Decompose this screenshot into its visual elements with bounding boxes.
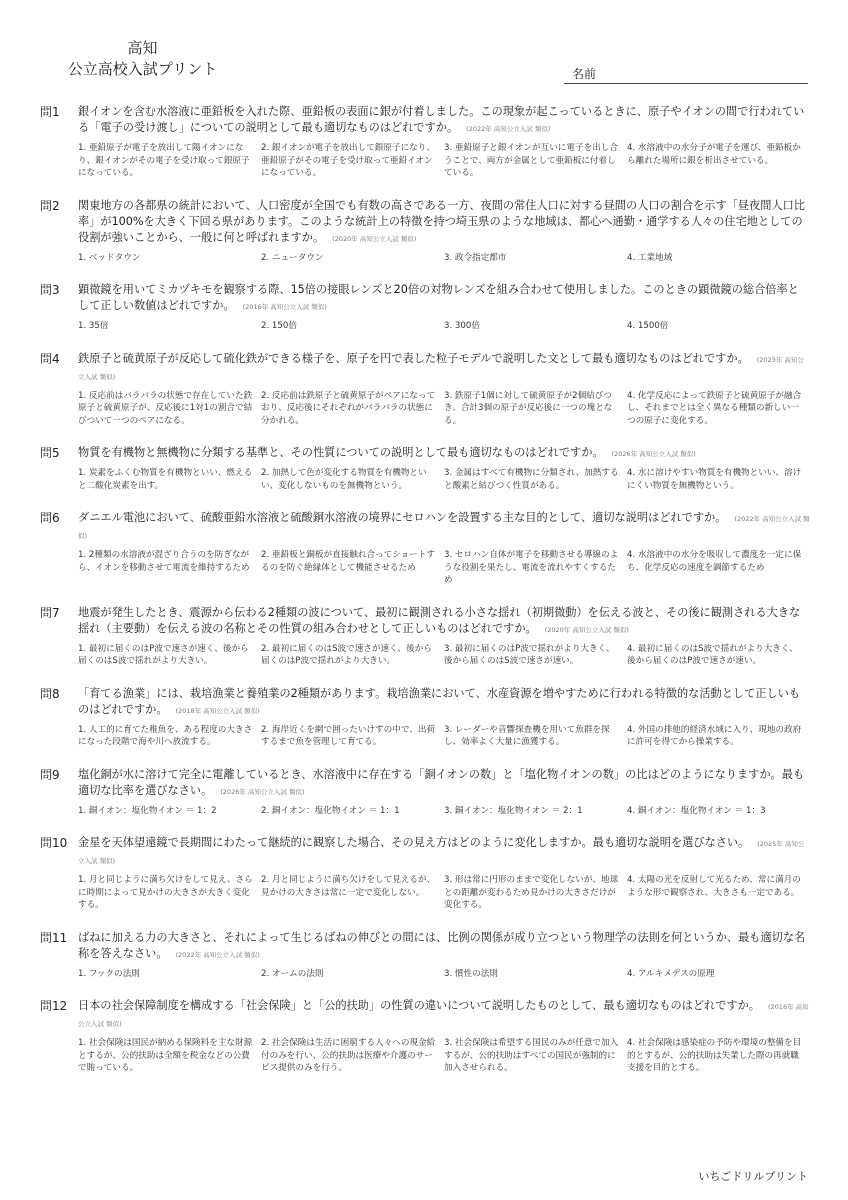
choice-list — [78, 142, 810, 180]
choice-list — [78, 549, 810, 587]
question-text — [78, 930, 810, 963]
question-statement: 銀イオンを含む水溶液に亜鉛板を入れた際、亜鉛板の表面に銀が付着しました。この現象が起こっているときに、原子やイオンの間で行われている「電子の受け渡し」についての説明として最も適切なものはどれですか。 — [78, 105, 805, 134]
question-source: (2026年 高知公立入試 類似) — [220, 787, 305, 796]
question-number: 問1 — [40, 105, 60, 119]
choice-option: 3. 亜鉛原子と銀イオンが互いに電子を出し合うことで、両方が金属として亜鉛板に付着している。 — [444, 143, 618, 178]
choice-option: 1. フックの法則 — [78, 968, 140, 979]
question-source: (2026年 高知公立入試 類似) — [611, 450, 696, 458]
choice-option: 4. 水溶液中の水分を吸収して濃度を一定に保ち、化学反応の速度を調節するため — [627, 550, 802, 573]
question-statement: ばねに加える力の大きさと、それによって生じるばねの伸びとの間には、比例の関係が成り立つという物理学の法則を何というか、最も適切な名称を答えなさい。 — [78, 930, 806, 960]
choice-option: 2. 最初に届くのはS波で速さが速く、後から届くのはP波で揺れがより大きい。 — [261, 643, 432, 666]
question-body — [78, 351, 810, 428]
choice-option: 1. ベッドタウン — [78, 252, 141, 263]
question-block — [40, 767, 810, 818]
choice-option: 1. 35倍 — [78, 321, 109, 331]
choice-option: 4. 社会保険は感染症の予防や環境の整備を目的とするが、公的扶助は失業した際の再就職支援を目的とする。 — [627, 1038, 802, 1073]
choice-option: 1. 人工的に育てた稚魚を、ある程度の大きさになった段階で海や川へ放流する。 — [78, 724, 253, 747]
page-title-region: 高知 — [127, 39, 158, 57]
choice-option: 2. 亜鉛板と銅板が直接触れ合ってショートするのを防ぐ絶縁体として機能させるため — [261, 550, 435, 573]
choice-list — [78, 724, 810, 749]
question-source: (2020年 高知公立入試 類似) — [544, 625, 629, 634]
choice-option: 1. 銅イオン：塩化物イオン ＝ 1：2 — [78, 805, 217, 816]
choice-list — [78, 643, 810, 668]
choice-option: 4. 工業地域 — [627, 252, 673, 263]
choice-option: 2. 反応前は鉄原子と硫黄原子がペアになっており、反応後にそれぞれがバラバラの状態に分かれる。 — [261, 390, 436, 426]
choice-option: 1. 2種類の水溶液が混ざり合うのを防ぎながら、イオンを移動させて電流を維持するため — [78, 550, 250, 573]
choice-option: 4. 1500倍 — [627, 321, 669, 331]
question-source: (2016年 高知公立入試 類似) — [78, 1003, 809, 1028]
question-text — [78, 198, 810, 247]
choice-list — [78, 874, 810, 912]
question-block — [40, 510, 810, 587]
question-block — [40, 351, 810, 428]
question-body — [78, 445, 810, 492]
choice-option: 2. 海岸近くを網で囲ったいけすの中で、出荷するまで魚を管理して育てる。 — [261, 724, 436, 747]
choice-option: 4. アルキメデスの原理 — [627, 968, 715, 979]
choice-option: 3. 形は常に円形のままで変化しないが、地球との距離が変わるため見かけの大きさだけが変化する。 — [444, 875, 619, 910]
question-body — [78, 605, 810, 668]
question-statement: ダニエル電池において、硫酸亜鉛水溶液と硫酸銅水溶液の境界にセロハンを設置する主な目的として、適切な説明はどれですか。 — [78, 511, 727, 524]
name-field-line[interactable] — [564, 83, 808, 84]
choice-option: 2. 銅イオン：塩化物イオン ＝ 1：1 — [261, 805, 400, 816]
question-text — [78, 686, 810, 719]
choice-option: 3. 最初に届くのはP波で揺れがより大きく、後から届くのはS波で速さが速い。 — [444, 643, 615, 666]
choice-list — [78, 320, 810, 333]
choice-option: 1. 最初に届くのはP波で速さが速く、後から届くのはS波で揺れがより大きい。 — [78, 643, 249, 666]
choice-option: 3. 銅イオン：塩化物イオン ＝ 2：1 — [444, 805, 583, 816]
choice-option: 4. 太陽の光を反射して光るため、常に満月のような形で観察され、大きさも一定である。 — [627, 875, 801, 898]
choice-option: 4. 水に溶けやすい物質を有機物といい、溶けにくい物質を無機物という。 — [627, 468, 802, 491]
question-number: 問12 — [40, 999, 68, 1013]
choice-option: 4. 水溶液中の水分子が電子を運び、亜鉛板から離れた場所に銀を析出させている。 — [627, 143, 801, 166]
choice-option: 1. 亜鉛原子が電子を放出して陽イオンになり、銀イオンがその電子を受け取って銀原子になっている。 — [78, 143, 250, 178]
choice-list — [78, 390, 810, 428]
choice-option: 3. 鉄原子1個に対して硫黄原子が2個結びつき、合計3個の原子が反応後に一つの塊となる。 — [444, 390, 613, 426]
question-number: 問7 — [40, 605, 60, 620]
question-source: (2022年 高知公立入試 類似) — [466, 125, 551, 133]
choice-list — [78, 467, 810, 492]
question-block — [40, 930, 810, 981]
choice-option: 2. 150倍 — [261, 321, 297, 331]
question-body — [78, 930, 810, 981]
choice-option: 1. 社会保険は国民が納める保険料を主な財源とするが、公的扶助は全額を税金などの公費で賄っている。 — [78, 1038, 253, 1073]
question-source: (2018年 高知公立入試 類似) — [175, 706, 260, 715]
choice-option: 2. 加熱して色が変化する物質を有機物といい、変化しないものを無機物という。 — [261, 468, 427, 491]
choice-list — [78, 805, 810, 818]
choice-option: 4. 銅イオン：塩化物イオン ＝ 1：3 — [627, 805, 766, 816]
question-number: 問11 — [40, 930, 68, 945]
page-title-main: 公立高校入試プリント — [67, 60, 218, 78]
question-text — [78, 445, 810, 462]
choice-option: 3. 社会保険は希望する国民のみが任意で加入するが、公的扶助はすべての国民が強制的に加入させられる。 — [444, 1038, 619, 1073]
question-statement: 金星を天体望遠鏡で長期間にわたって継続的に観察した場合、その見え方はどのように変化しますか。最も適切な説明を選びなさい。 — [78, 836, 750, 849]
question-statement: 「育てる漁業」には、栽培漁業と養殖業の2種類があります。栽培漁業において、水産資源を増やすために行われる特徴的な活動として正しいものはどれですか。 — [78, 686, 801, 716]
question-text — [78, 282, 810, 315]
choice-option: 4. 最初に届くのはS波で揺れがより大きく、後から届くのはP波で速さが速い。 — [627, 643, 798, 666]
question-source: (2020年 高知公立入試 類似) — [332, 234, 417, 243]
choice-option: 2. ニュータウン — [261, 252, 324, 263]
choice-option: 3. 慣性の法則 — [444, 968, 498, 979]
question-body — [78, 767, 810, 818]
question-statement: 顕微鏡を用いてミカヅキモを観察する際、15倍の接眼レンズと20倍の対物レンズを組み合わせて使用しました。このときの顕微鏡の総合倍率として正しい数値はどれですか。 — [78, 283, 799, 312]
question-block — [40, 998, 810, 1075]
question-statement: 日本の社会保障制度を構成する「社会保険」と「公的扶助」の性質の違いについて説明したものとして、最も適切なものはどれですか。 — [78, 999, 760, 1012]
question-number: 問10 — [40, 836, 68, 850]
question-text — [78, 605, 810, 638]
question-number: 問2 — [40, 198, 60, 213]
question-number: 問6 — [40, 511, 60, 525]
choice-option: 3. レーダーや音響探査機を用いて魚群を探し、効率よく大量に漁獲する。 — [444, 724, 610, 747]
question-statement: 地震が発生したとき、震源から伝わる2種類の波について、最初に観測される小さな揺れ（初期微動）を伝える波と、その後に観測される大きな揺れ（主要動）を伝える波の名称とその性質の組み合わせとして正しいものはどれですか。 — [78, 605, 801, 635]
name-label: 名前 — [572, 67, 597, 81]
choice-option: 1. 反応前はバラバラの状態で存在していた鉄原子と硫黄原子が、反応後に1対1の割合で結びついて一つのペアになる。 — [78, 390, 253, 426]
question-text — [78, 351, 810, 385]
question-statement: 鉄原子と硫黄原子が反応して硫化鉄ができる様子を、原子を円で表した粒子モデルで説明した文として最も適切なものはどれですか。 — [78, 351, 749, 365]
question-statement: 物質を有機物と無機物に分類する基準と、その性質についての説明として最も適切なものはどれですか。 — [78, 446, 604, 459]
choice-option: 2. 社会保険は生活に困窮する人々への現金給付のみを行い、公的扶助は医療や介護のサービス提供のみを行う。 — [261, 1038, 436, 1073]
question-number: 問5 — [40, 446, 60, 460]
question-number: 問9 — [40, 767, 60, 782]
question-block — [40, 835, 810, 912]
choice-option: 1. 月と同じように満ち欠けをして見え、さらに時期によって見かけの大きさが大きく変化する。 — [78, 875, 253, 910]
question-text — [78, 510, 810, 544]
question-number: 問8 — [40, 686, 60, 701]
question-statement: 塩化銅が水に溶けて完全に電離しているとき、水溶液中に存在する「銅イオンの数」と「塩化物イオンの数」の比はどのようになりますか。最も適切な比率を選びなさい。 — [78, 767, 805, 797]
question-text — [78, 104, 810, 137]
choice-option: 2. 月と同じように満ち欠けをして見えるが、見かけの大きさは常に一定で変化しない。 — [261, 875, 436, 898]
choice-option: 4. 外国の排他的経済水域に入り、現地の政府に許可を得てから操業する。 — [627, 724, 802, 747]
question-text — [78, 835, 810, 869]
choice-list — [78, 968, 810, 981]
question-body — [78, 998, 810, 1075]
choice-option: 3. 政令指定都市 — [444, 252, 507, 263]
choice-list — [78, 252, 810, 265]
question-body — [78, 835, 810, 912]
question-block — [40, 104, 810, 180]
choice-option: 3. 金属はすべて有機物に分類され、加熱すると酸素と結びつく性質がある。 — [444, 468, 619, 491]
question-body — [78, 104, 810, 180]
question-block — [40, 198, 810, 265]
choice-list — [78, 1037, 810, 1075]
question-body — [78, 510, 810, 587]
question-source: (2016年 高知公立入試 類似) — [242, 303, 327, 311]
question-source: (2022年 高知公立入試 類似) — [175, 950, 260, 959]
question-statement: 関東地方の各都県の統計において、人口密度が全国でも有数の高さである一方、夜間の常住人口に対する昼間の人口の割合を示す「昼夜間人口比率」が100%を大きく下回る県があります。このような統計上の特徴を持つ埼玉県のような地域は、都心へ通勤・通学する人々の住宅地としての役割が強いことから、一般に何と呼ばれますか。 — [78, 198, 805, 244]
question-list — [40, 104, 810, 1093]
footer-brand: いちごドリルプリント — [698, 1170, 808, 1183]
page-title — [60, 38, 225, 80]
question-body — [78, 198, 810, 265]
question-number: 問4 — [40, 351, 60, 366]
question-text — [78, 767, 810, 800]
question-block — [40, 282, 810, 333]
question-body — [78, 282, 810, 333]
choice-option: 2. オームの法則 — [261, 968, 324, 979]
question-text — [78, 998, 810, 1032]
choice-option: 3. セロハン自体が電子を移動させる導線のような役割を果たし、電流を流れやすくするため — [444, 550, 619, 585]
question-source: (2025年 高知公立入試 類似) — [78, 840, 805, 865]
question-source: (2023年 高知公立入試 類似) — [78, 355, 804, 381]
choice-option: 2. 銀イオンが電子を放出して銀原子になり、亜鉛原子がその電子を受け取って亜鉛イオンになっている。 — [261, 143, 435, 178]
question-block — [40, 445, 810, 492]
choice-option: 4. 化学反応によって鉄原子と硫黄原子が融合し、それまでとは全く異なる種類の新しい一つの原子に変化する。 — [627, 390, 802, 426]
choice-option: 3. 300倍 — [444, 321, 480, 331]
question-block — [40, 686, 810, 749]
question-source: (2022年 高知公立入試 類似) — [78, 515, 810, 540]
question-number: 問3 — [40, 283, 60, 297]
question-block — [40, 605, 810, 668]
question-body — [78, 686, 810, 749]
choice-option: 1. 炭素をふくむ物質を有機物といい、燃えると二酸化炭素を出す。 — [78, 468, 253, 491]
